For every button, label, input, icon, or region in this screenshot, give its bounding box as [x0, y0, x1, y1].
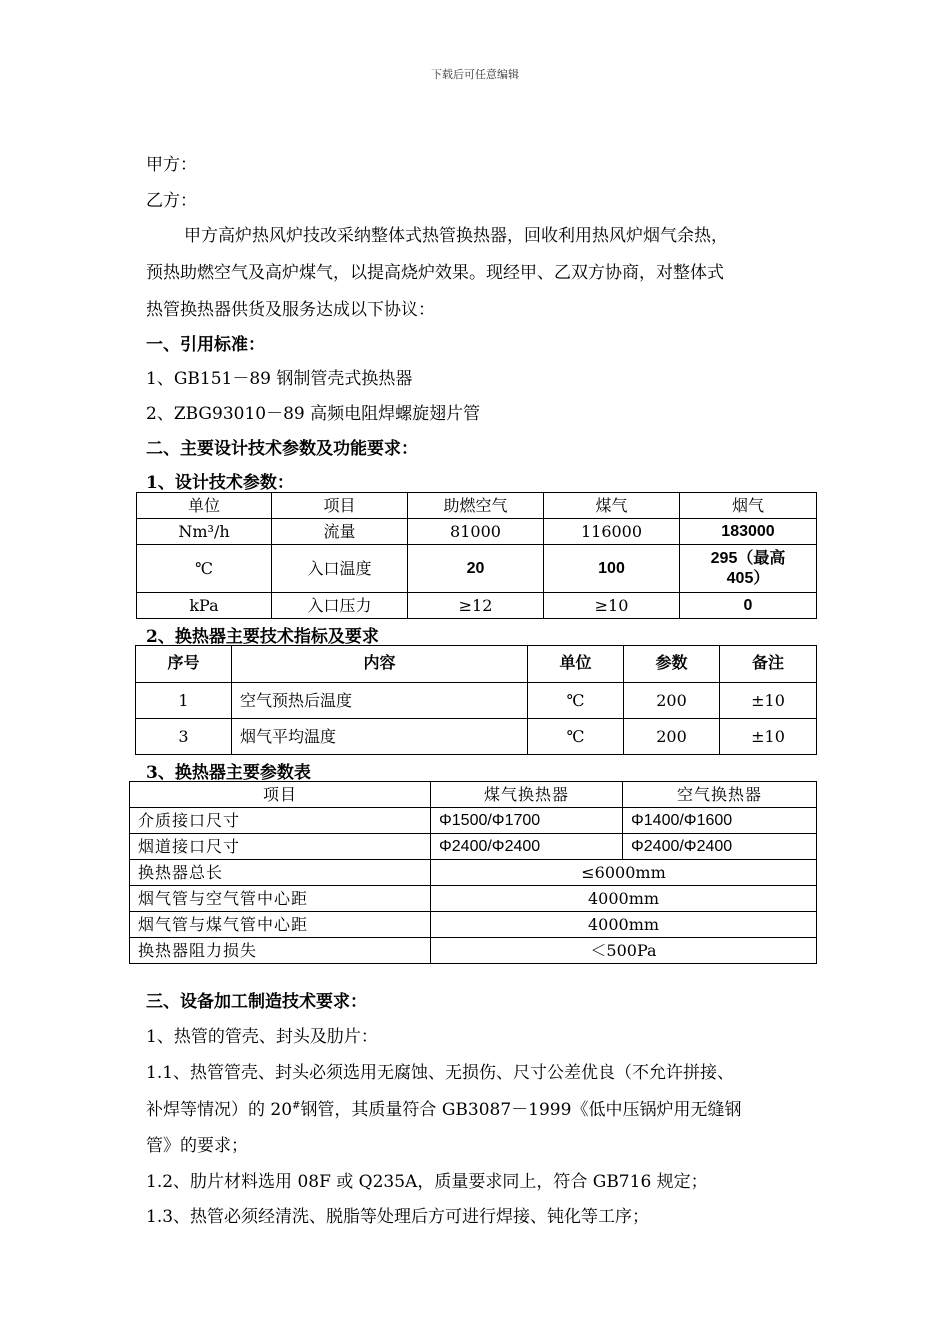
table-row — [130, 912, 817, 938]
table-cell: 烟气管与空气管中心距 — [130, 886, 431, 912]
section3-line-5: 1.2、肋片材料选用 08F 或 Q235A，质量要求同上，符合 GB716 规定； — [146, 1172, 708, 1192]
table-cell: Φ1500/Φ1700 — [431, 808, 623, 834]
table-cell: ±10 — [720, 683, 817, 719]
party-b-label: 乙方： — [146, 191, 197, 211]
table2-header-content: 内容 — [232, 646, 528, 683]
table-cell: 入口压力 — [272, 593, 408, 619]
table-cell: Φ2400/Φ2400 — [623, 834, 817, 860]
table3-header-air-exchanger: 空气换热器 — [623, 782, 817, 808]
section3-line-2: 1.1、热管管壳、封头必须选用无腐蚀、无损伤、尺寸公差优良（不允许拼接、 — [146, 1063, 735, 1083]
table-cell: 烟气管与煤气管中心距 — [130, 912, 431, 938]
table-cell: 入口温度 — [272, 545, 408, 593]
table-cell: ±10 — [720, 719, 817, 755]
section3-line-1: 1、热管的管壳、封头及肋片： — [146, 1027, 378, 1047]
table-cell: 4000mm — [431, 912, 817, 938]
table-cell: 81000 — [408, 519, 544, 545]
table-row — [130, 938, 817, 964]
table1-header-flue-gas: 烟气 — [680, 493, 817, 519]
table1-header-gas: 煤气 — [544, 493, 680, 519]
table-cell: 183000 — [680, 519, 817, 545]
table-cell: ℃ — [528, 719, 624, 755]
table-cell: 4000mm — [431, 886, 817, 912]
table-cell: 3 — [136, 719, 232, 755]
table-cell: 烟道接口尺寸 — [130, 834, 431, 860]
table-cell: ＜500Pa — [431, 938, 817, 964]
technical-indicators-table — [135, 645, 817, 755]
table1-header-item: 项目 — [272, 493, 408, 519]
table1-header-unit: 单位 — [137, 493, 272, 519]
table-cell: 116000 — [544, 519, 680, 545]
table2-title: 2、换热器主要技术指标及要求 — [146, 627, 379, 647]
table-cell: ℃ — [137, 545, 272, 593]
table-row — [130, 808, 817, 834]
table1-header-combustion-air: 助燃空气 — [408, 493, 544, 519]
section1-title: 一、引用标准： — [146, 335, 265, 355]
table1-title: 1、设计技术参数： — [146, 473, 294, 493]
section3-line-3 — [146, 1095, 741, 1120]
table-cell: 空气预热后温度 — [232, 683, 528, 719]
design-parameters-table — [136, 492, 817, 619]
table-cell: ≥10 — [544, 593, 680, 619]
section3-line-4: 管》的要求； — [146, 1136, 248, 1156]
table-cell: 295（最高405） — [680, 545, 817, 593]
table-cell: ≤6000mm — [431, 860, 817, 886]
intro-line-2: 预热助燃空气及高炉煤气，以提高烧炉效果。现经甲、乙双方协商，对整体式 — [146, 263, 724, 283]
section3-line-3-superscript: # — [292, 1100, 301, 1112]
header-note: 下载后可任意编辑 — [431, 68, 519, 81]
section3-line-3-part-a: 补焊等情况）的 20 — [146, 1100, 293, 1120]
section3-line-3-part-b: 钢管，其质量符合 GB3087－1999《低中压锅炉用无缝钢 — [300, 1100, 742, 1120]
table-cell: 烟气平均温度 — [232, 719, 528, 755]
table3-header-item: 项目 — [130, 782, 431, 808]
table-cell: ≥12 — [408, 593, 544, 619]
section3-line-6: 1.3、热管必须经清洗、脱脂等处理后方可进行焊接、钝化等工序； — [146, 1207, 650, 1227]
table-cell: 20 — [408, 545, 544, 593]
table3-header-gas-exchanger: 煤气换热器 — [431, 782, 623, 808]
table-cell: Φ2400/Φ2400 — [431, 834, 623, 860]
standard-item-2: 2、ZBG93010－89 高频电阻焊螺旋翅片管 — [146, 404, 481, 424]
table-cell: 介质接口尺寸 — [130, 808, 431, 834]
table-cell: Nm³/h — [137, 519, 272, 545]
intro-line-1: 甲方高炉热风炉技改采纳整体式热管换热器，回收利用热风炉烟气余热， — [184, 226, 728, 246]
standard-item-1: 1、GB151－89 钢制管壳式换热器 — [146, 369, 413, 389]
table-cell: Φ1400/Φ1600 — [623, 808, 817, 834]
table-row — [136, 719, 817, 755]
table-row — [136, 683, 817, 719]
table-cell: 200 — [624, 719, 720, 755]
table-cell: ℃ — [528, 683, 624, 719]
table2-header-parameter: 参数 — [624, 646, 720, 683]
table-cell: kPa — [137, 593, 272, 619]
table-row — [137, 519, 817, 545]
table-cell: 0 — [680, 593, 817, 619]
intro-line-3: 热管换热器供货及服务达成以下协议： — [146, 300, 435, 320]
table2-header-no: 序号 — [136, 646, 232, 683]
table-cell: 100 — [544, 545, 680, 593]
main-parameters-table — [129, 781, 817, 964]
table-row — [130, 860, 817, 886]
table-cell: 流量 — [272, 519, 408, 545]
table2-header-unit: 单位 — [528, 646, 624, 683]
section3-title: 三、设备加工制造技术要求： — [146, 992, 367, 1012]
table-row — [137, 545, 817, 593]
table-cell: 换热器总长 — [130, 860, 431, 886]
party-a-label: 甲方： — [146, 155, 197, 175]
table-cell: 200 — [624, 683, 720, 719]
table3-title: 3、换热器主要参数表 — [146, 763, 311, 783]
table-cell: 1 — [136, 683, 232, 719]
section2-title: 二、主要设计技术参数及功能要求： — [146, 439, 418, 459]
table-row — [130, 834, 817, 860]
table-cell: 换热器阻力损失 — [130, 938, 431, 964]
table2-header-remark: 备注 — [720, 646, 817, 683]
table-row — [130, 886, 817, 912]
table-row — [137, 593, 817, 619]
